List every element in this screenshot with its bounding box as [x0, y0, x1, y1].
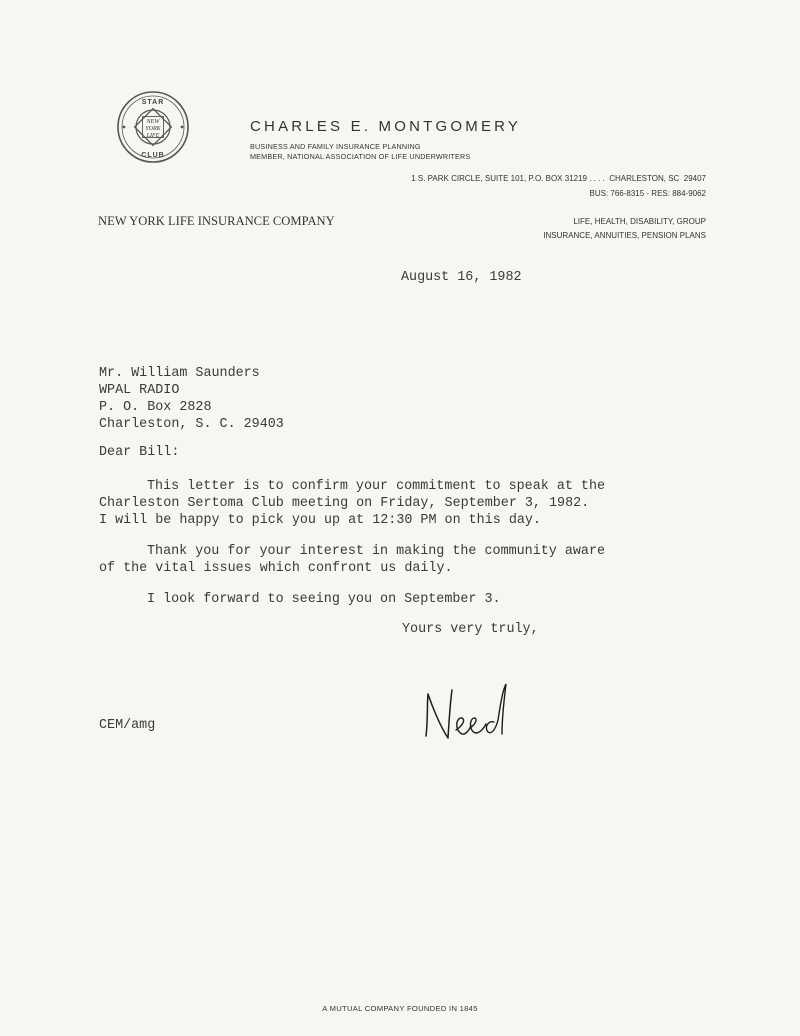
typist-initials: CEM/amg: [99, 718, 156, 733]
letterhead-phones: BUS: 766-8315 - RES: 884-9062: [589, 189, 706, 198]
letterhead-subtitle-planning: BUSINESS AND FAMILY INSURANCE PLANNING: [250, 142, 421, 151]
letter-date: August 16, 1982: [401, 270, 522, 285]
paragraph-2-line: Thank you for your interest in making the community aware: [147, 544, 606, 559]
closing: Yours very truly,: [402, 622, 539, 637]
paragraph-1-line: Charleston Sertoma Club meeting on Friday, September 3, 1982.: [99, 496, 590, 511]
recipient-name: Mr. William Saunders: [99, 366, 260, 381]
svg-text:LIFE: LIFE: [146, 133, 160, 139]
svg-text:NEW: NEW: [146, 119, 160, 125]
paragraph-1-line: This letter is to confirm your commitment to speak at the: [147, 479, 606, 494]
letterhead-address: 1 S. PARK CIRCLE, SUITE 101, P.O. BOX 31219 . . . . CHARLESTON, SC 29407: [411, 174, 706, 183]
salutation: Dear Bill:: [99, 445, 180, 460]
paragraph-2-line: of the vital issues which confront us daily.: [99, 561, 453, 576]
recipient-organization: WPAL RADIO: [99, 383, 180, 398]
letterhead-lines-1: LIFE, HEALTH, DISABILITY, GROUP: [573, 217, 706, 226]
letterhead-lines-2: INSURANCE, ANNUITIES, PENSION PLANS: [543, 231, 706, 240]
svg-text:STAR: STAR: [141, 99, 165, 106]
paragraph-1-line: I will be happy to pick you up at 12:30 PM on this day.: [99, 513, 541, 528]
letterhead-name: CHARLES E. MONTGOMERY: [250, 118, 522, 135]
star-club-seal-logo: [116, 90, 190, 164]
svg-text:YORK: YORK: [145, 126, 161, 132]
letterhead-company: NEW YORK LIFE INSURANCE COMPANY: [98, 214, 335, 228]
paragraph-3: I look forward to seeing you on September 3.: [147, 592, 501, 607]
recipient-po-box: P. O. Box 2828: [99, 400, 212, 415]
letterhead-lines-of-business: [543, 215, 706, 243]
letterhead-subtitle-membership: MEMBER, NATIONAL ASSOCIATION OF LIFE UNDERWRITERS: [250, 152, 471, 161]
recipient-city: Charleston, S. C. 29403: [99, 417, 284, 432]
footer-tagline: A MUTUAL COMPANY FOUNDED IN 1845: [322, 1004, 478, 1013]
handwritten-signature: [418, 680, 518, 750]
svg-text:CLUB: CLUB: [141, 152, 165, 159]
